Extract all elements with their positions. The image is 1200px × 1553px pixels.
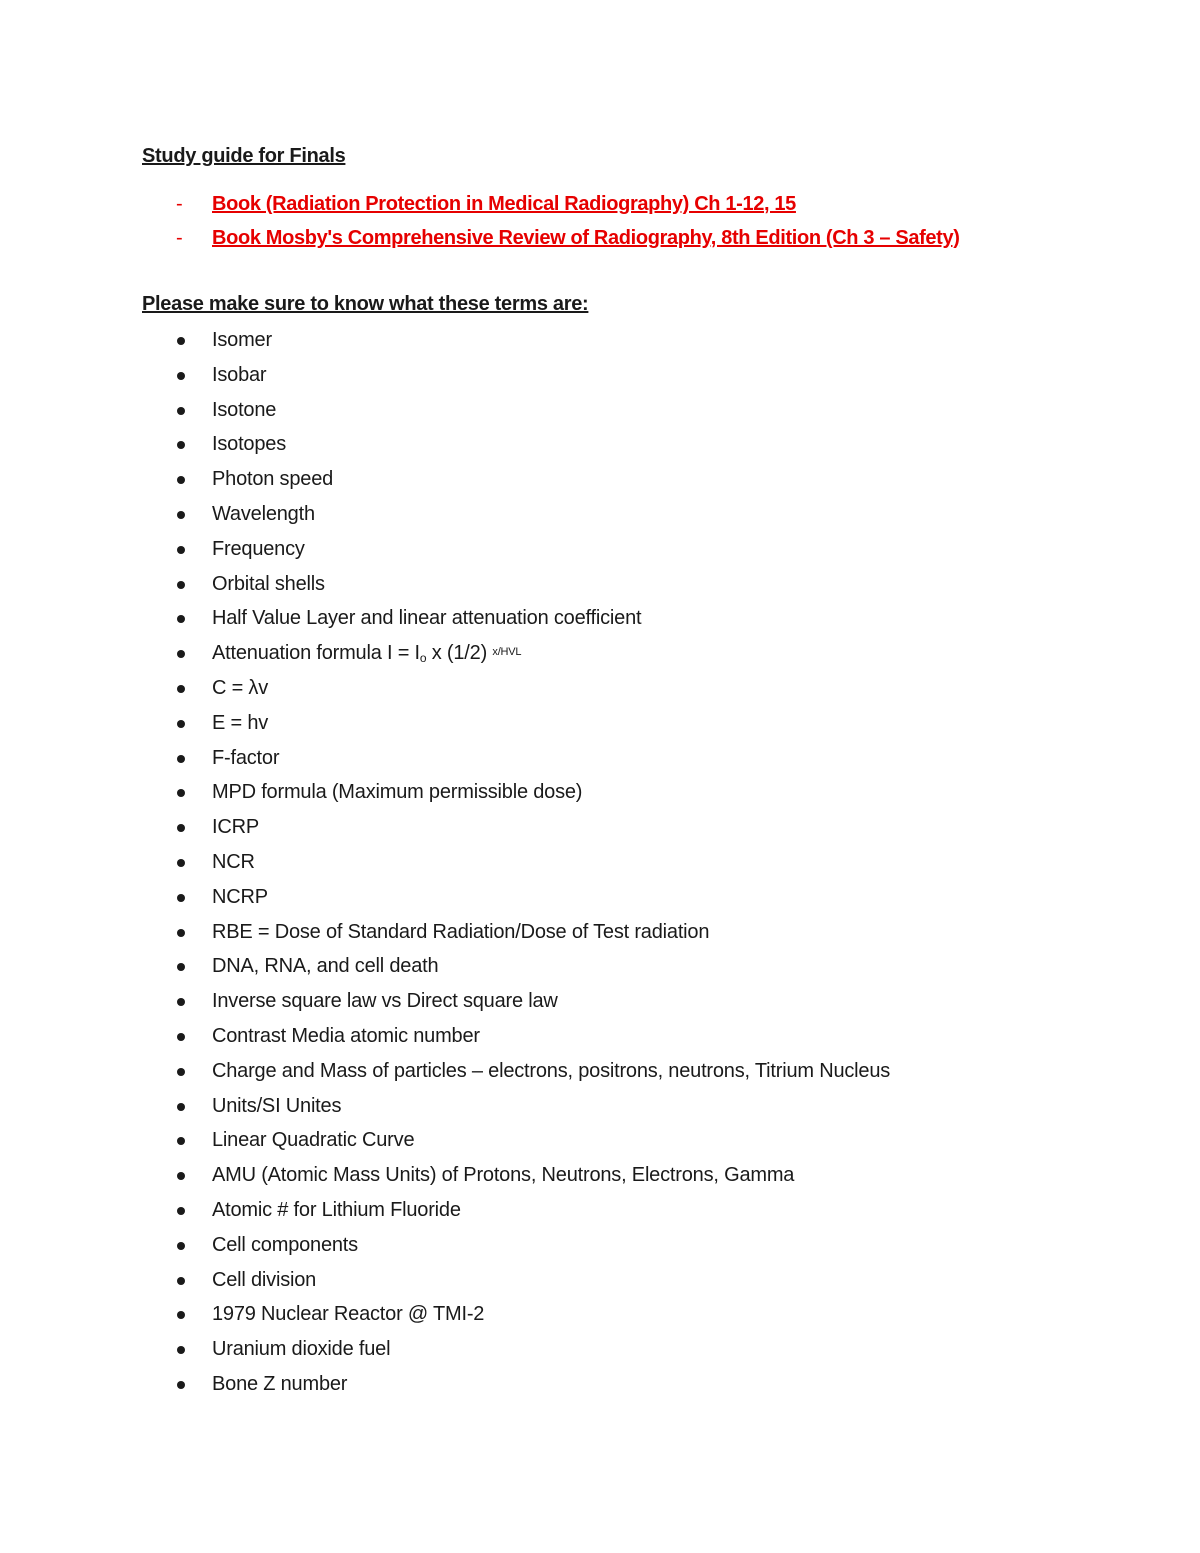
page-title: Study guide for Finals xyxy=(142,145,346,167)
bullet-icon xyxy=(177,1207,185,1215)
bullet-icon xyxy=(177,615,185,623)
bullet-icon xyxy=(177,546,185,554)
term-item xyxy=(0,744,1100,779)
term-item xyxy=(0,570,1100,605)
bullet-icon xyxy=(177,407,185,415)
bullet-icon xyxy=(177,824,185,832)
term-text: DNA, RNA, and cell death xyxy=(212,955,439,978)
bullet-icon xyxy=(177,720,185,728)
bullet-icon xyxy=(177,685,185,693)
term-text: Isobar xyxy=(212,363,267,386)
term-item xyxy=(0,987,1100,1022)
bullet-icon xyxy=(177,859,185,867)
term-text: 1979 Nuclear Reactor @ TMI-2 xyxy=(212,1303,485,1326)
term-text: Contrast Media atomic number xyxy=(212,1024,480,1047)
term-text: Isomer xyxy=(212,329,272,351)
bullet-icon xyxy=(177,755,185,763)
term-text: RBE = Dose of Standard Radiation/Dose of Test radiation xyxy=(212,920,710,943)
term-item xyxy=(0,813,1100,848)
term-text: Units/SI Unites xyxy=(212,1094,342,1117)
term-item xyxy=(0,639,1100,674)
bullet-icon xyxy=(177,998,185,1006)
attenuation-formula xyxy=(212,639,521,667)
terms-list xyxy=(0,326,1100,1405)
term-item xyxy=(0,674,1100,709)
term-text: E = hv xyxy=(212,711,269,734)
bullet-icon xyxy=(177,372,185,380)
bullet-icon xyxy=(177,511,185,519)
bullet-icon xyxy=(177,894,185,902)
term-item xyxy=(0,1022,1100,1057)
term-item xyxy=(0,1266,1100,1301)
term-item xyxy=(0,500,1100,535)
term-item xyxy=(0,883,1100,918)
term-text: Half Value Layer and linear attenuation coefficient xyxy=(212,607,642,630)
formula-middle: x (1/2) xyxy=(426,642,493,665)
term-text: NCRP xyxy=(212,885,268,908)
bullet-icon xyxy=(177,1381,185,1389)
term-item xyxy=(0,326,1100,361)
term-item xyxy=(0,535,1100,570)
term-item xyxy=(0,1370,1100,1405)
formula-superscript: x/HVL xyxy=(492,646,522,659)
term-item xyxy=(0,465,1100,500)
term-text: Linear Quadratic Curve xyxy=(212,1129,415,1152)
term-text: Wavelength xyxy=(212,502,315,525)
bullet-icon xyxy=(177,1242,185,1250)
term-item xyxy=(0,1231,1100,1266)
term-item xyxy=(0,709,1100,744)
term-item xyxy=(0,778,1100,813)
term-text: Frequency xyxy=(212,537,305,560)
term-item xyxy=(0,604,1100,639)
book-title: Book Mosby's Comprehensive Review of Radiography, 8th Edition (Ch 3 – Safety) xyxy=(212,227,960,249)
term-text: NCR xyxy=(212,850,255,873)
bullet-icon xyxy=(177,1103,185,1111)
bullet-icon xyxy=(177,1033,185,1041)
term-text: ICRP xyxy=(212,816,259,839)
term-text: MPD formula (Maximum permissible dose) xyxy=(212,781,583,804)
bullet-icon xyxy=(177,441,185,449)
term-item xyxy=(0,952,1100,987)
term-text: Attenuation formula I = I xyxy=(212,642,420,665)
book-item xyxy=(0,191,1100,217)
bullet-icon xyxy=(177,1137,185,1145)
term-item xyxy=(0,430,1100,465)
term-text: F-factor xyxy=(212,746,280,769)
book-title: Book (Radiation Protection in Medical Radiography) Ch 1-12, 15 xyxy=(212,193,796,215)
term-text: Isotopes xyxy=(212,433,287,456)
term-item xyxy=(0,1161,1100,1196)
bullet-icon xyxy=(177,476,185,484)
terms-heading: Please make sure to know what these terms are: xyxy=(142,293,589,315)
bullet-icon xyxy=(177,650,185,658)
term-item xyxy=(0,1092,1100,1127)
term-item xyxy=(0,848,1100,883)
bullet-icon xyxy=(177,963,185,971)
term-item xyxy=(0,918,1100,953)
bullet-icon xyxy=(177,1068,185,1076)
term-item xyxy=(0,1126,1100,1161)
term-text: Bone Z number xyxy=(212,1372,348,1395)
term-text: AMU (Atomic Mass Units) of Protons, Neutrons, Electrons, Gamma xyxy=(212,1164,795,1187)
bullet-icon xyxy=(177,929,185,937)
term-item xyxy=(0,1057,1100,1092)
term-text: C = λv xyxy=(212,676,269,699)
term-item xyxy=(0,361,1100,396)
term-item xyxy=(0,1196,1100,1231)
book-item xyxy=(0,225,1100,251)
bullet-icon xyxy=(177,1311,185,1319)
bullet-icon xyxy=(177,789,185,797)
term-text: Isotone xyxy=(212,398,277,421)
bullet-icon xyxy=(177,1277,185,1285)
term-item xyxy=(0,1335,1100,1370)
term-text: Charge and Mass of particles – electrons, positrons, neutrons, Titrium Nucleus xyxy=(212,1059,891,1082)
term-text: Photon speed xyxy=(212,468,334,491)
term-text: Cell division xyxy=(212,1268,317,1291)
bullet-icon xyxy=(177,1346,185,1354)
term-text: Inverse square law vs Direct square law xyxy=(212,990,558,1013)
term-text: Uranium dioxide fuel xyxy=(212,1338,391,1361)
bullet-icon xyxy=(177,337,185,345)
formula-subscript: o xyxy=(419,651,427,666)
bullet-icon xyxy=(177,1172,185,1180)
term-text: Orbital shells xyxy=(212,572,325,595)
term-text: Atomic # for Lithium Fluoride xyxy=(212,1198,461,1221)
list-dash: - xyxy=(176,227,183,249)
list-dash: - xyxy=(176,193,183,215)
term-text: Cell components xyxy=(212,1233,358,1256)
bullet-icon xyxy=(177,581,185,589)
term-item xyxy=(0,1300,1100,1335)
term-item xyxy=(0,396,1100,431)
